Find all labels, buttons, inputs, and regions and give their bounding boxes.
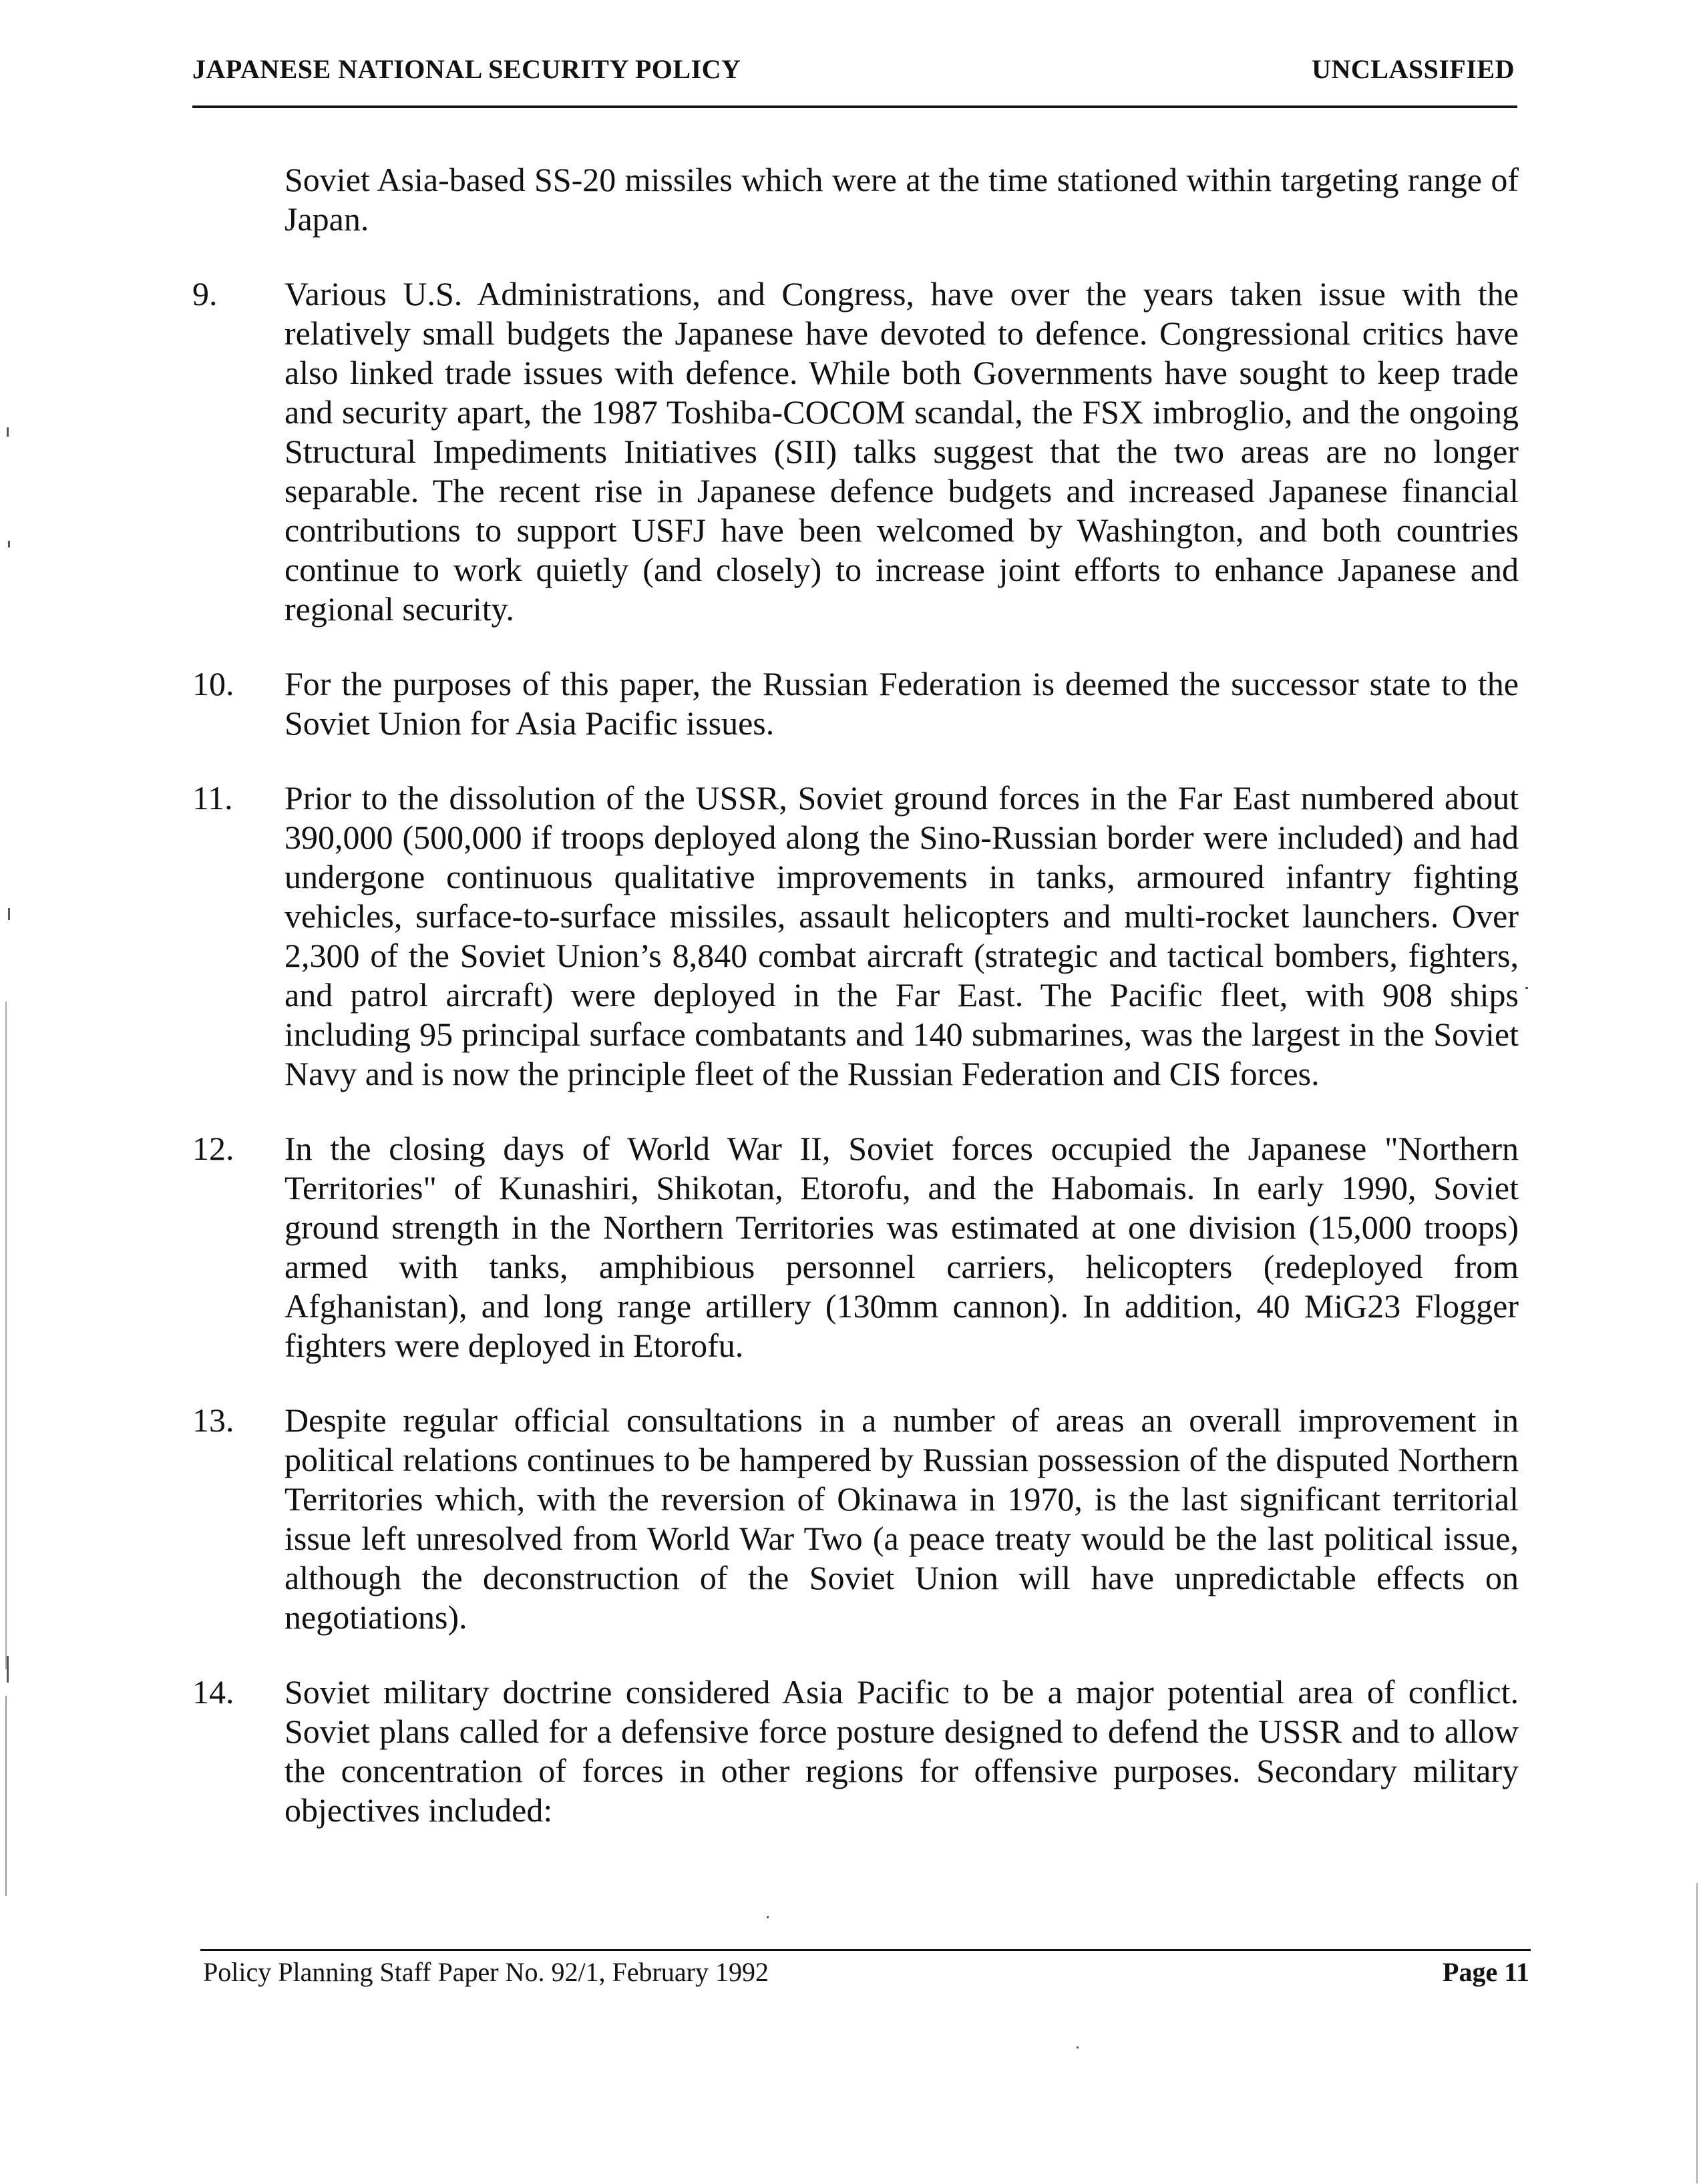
- header-rule: [192, 105, 1517, 108]
- paragraph-text: In the closing days of World War II, Soviet forces occupied the Japanese "Northern Territories" of Kunashiri, Shikotan, Etorofu, and the Habomais. In early 1990, Soviet ground strength in the Northern Territories was estimated at one division (15,000 troops) armed with tanks, amphibious personnel carriers, helicopters (redeployed from Afghanistan), and long range artillery (130mm cannon). In addition, 40 MiG23 Flogger fighters were deployed in Etorofu.: [285, 1130, 1519, 1364]
- scan-mark: [8, 908, 10, 920]
- continuation-paragraph: Soviet Asia-based SS-20 missiles which were at the time stationed within targeting range of Japan.: [285, 161, 1519, 238]
- scan-mark: [7, 1656, 9, 1683]
- scan-dot: [767, 1916, 769, 1918]
- paragraph-text: Prior to the dissolution of the USSR, Soviet ground forces in the Far East numbered about 390,000 (500,000 if troops deployed along the Sino-Russian border were included) and had undergone continuous qualitative improvements in tanks, armoured infantry fighting vehicles, surface-to-surface missiles, assault helicopters and multi-rocket launchers. Over 2,300 of the Soviet Union’s 8,840 combat aircraft (strategic and tactical bombers, fighters, and patrol aircraft) were deployed in the Far East. The Pacific fleet, with 908 ships including 95 principal surface combatants and 140 submarines, was the largest in the Soviet Navy and is now the principle fleet of the Russian Federation and CIS forces.: [285, 779, 1519, 1092]
- footer-rule: [200, 1949, 1531, 1951]
- paragraph-9: [192, 274, 1519, 629]
- scan-edge: [5, 1002, 7, 1669]
- paragraph-number: 12.: [192, 1130, 234, 1167]
- paragraph-13: [192, 1401, 1519, 1637]
- scan-mark: [7, 427, 9, 437]
- paragraph-number: 11.: [192, 779, 233, 817]
- header-classification: UNCLASSIFIED: [1312, 54, 1515, 84]
- page-header: [192, 53, 1515, 93]
- paragraph-number: 10.: [192, 665, 234, 702]
- paragraph-text: Soviet military doctrine considered Asia Pacific to be a major potential area of conflict. Soviet plans called for a defensive force posture designed to defend the USSR and to allow the concentration of forces in other regions for offensive purposes. Secondary military objectives included:: [285, 1673, 1519, 1829]
- header-title: JAPANESE NATIONAL SECURITY POLICY: [192, 54, 741, 84]
- paragraph-text: Despite regular official consultations in a number of areas an overall improvement in political relations continues to be hampered by Russian possession of the disputed Northern Territories which, with the reversion of Okinawa in 1970, is the last significant territorial issue left unresolved from World War Two (a peace treaty would be the last political issue, although the deconstruction of the Soviet Union will have unpredictable effects on negotiations).: [285, 1401, 1519, 1636]
- paragraph-text: Various U.S. Administrations, and Congress, have over the years taken issue with the relatively small budgets the Japanese have devoted to defence. Congressional critics have also linked trade issues with defence. While both Governments have sought to keep trade and security apart, the 1987 Toshiba-COCOM scandal, the FSX imbroglio, and the ongoing Structural Impediments Initiatives (SII) talks suggest that the two areas are no longer separable. The recent rise in Japanese defence budgets and increased Japanese financial contributions to support USFJ have been welcomed by Washington, and both countries continue to work quietly (and closely) to increase joint efforts to enhance Japanese and regional security.: [285, 275, 1519, 628]
- paragraph-number: 14.: [192, 1673, 234, 1711]
- scan-mark: [8, 541, 10, 548]
- footer-page-number: Page 11: [1443, 1957, 1529, 1987]
- body-text: [192, 160, 1519, 1866]
- paragraph-11: [192, 779, 1519, 1094]
- paragraph-number: 13.: [192, 1401, 234, 1439]
- scan-edge: [1696, 1883, 1698, 2183]
- scan-dot: [1077, 2046, 1079, 2048]
- page-footer: [203, 1956, 1529, 1994]
- scan-dot: [1525, 987, 1528, 989]
- scan-edge: [5, 1696, 7, 1896]
- footer-source: Policy Planning Staff Paper No. 92/1, February 1992: [203, 1957, 769, 1987]
- paragraph-12: [192, 1129, 1519, 1365]
- paragraph-10: [192, 664, 1519, 743]
- paragraph-14: [192, 1673, 1519, 1830]
- paragraph-number: 9.: [192, 275, 218, 312]
- paragraph-text: For the purposes of this paper, the Russian Federation is deemed the successor state to the Soviet Union for Asia Pacific issues.: [285, 665, 1519, 742]
